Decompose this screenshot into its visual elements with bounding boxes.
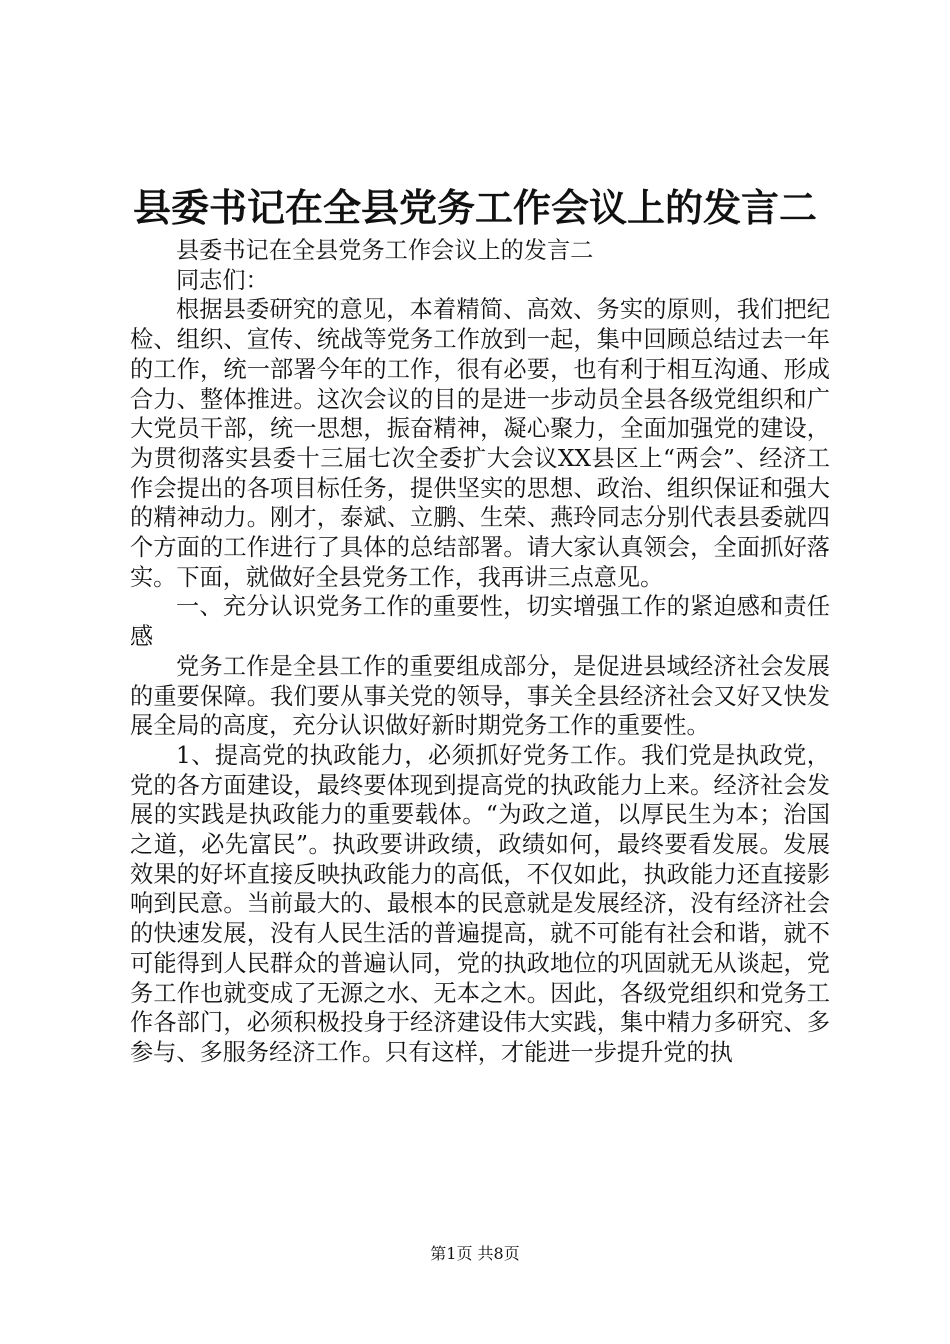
page-number: 第1页 共8页 — [430, 1244, 520, 1263]
section-heading: 一、充分认识党务工作的重要性，切实增强工作的紧迫感和责任感 — [130, 593, 830, 651]
body-paragraph: 1、提高党的执政能力，必须抓好党务工作。我们党是执政党，党的各方面建设，最终要体现到提高党的执政能力上来。经济社会发展的实践是执政能力的重要载体。“为政之道，以厚民生为本；治国之道，必先富民”。执政要讲政绩，政绩如何，最终要看发展。发展效果的好坏直接反映执政能力的高低，不仅如此，执政能力还直接影响到民意。当前最大的、最根本的民意就是发展经济，没有经济社会的快速发展，没有人民生活的普遍提高，就不可能有社会和谐，就不可能得到人民群众的普遍认同，党的执政地位的巩固就无从谈起，党务工作也就变成了无源之水、无本之木。因此，各级党组织和党务工作各部门，必须积极投身于经济建设伟大实践，集中精力多研究、多参与、多服务经济工作。只有这样，才能进一步提升党的执 — [130, 741, 830, 1066]
document-title: 县委书记在全县党务工作会议上的发言二 — [132, 185, 817, 230]
body-paragraph: 党务工作是全县工作的重要组成部分，是促进县域经济社会发展的重要保障。我们要从事关党的领导，事关全县经济社会又好又快发展全局的高度，充分认识做好新时期党务工作的重要性。 — [130, 652, 830, 740]
subtitle-paragraph: 县委书记在全县党务工作会议上的发言二 — [176, 237, 594, 264]
salutation-paragraph: 同志们： — [176, 266, 269, 294]
document-body — [130, 236, 830, 1068]
body-paragraph: 根据县委研究的意见，本着精简、高效、务实的原则，我们把纪检、组织、宣传、统战等党务工作放到一起，集中回顾总结过去一年的工作，统一部署今年的工作，很有必要，也有利于相互沟通、形成合力、整体推进。这次会议的目的是进一步动员全县各级党组织和广大党员干部，统一思想，振奋精神，凝心聚力，全面加强党的建设，为贯彻落实县委十三届七次全委扩大会议XX县区上“两会”、经济工作会提出的各项目标任务，提供坚实的思想、政治、组织保证和强大的精神动力。刚才，泰斌、立鹏、生荣、燕玲同志分别代表县委就四个方面的工作进行了具体的总结部署。请大家认真领会，全面抓好落实。下面，就做好全县党务工作，我再讲三点意见。 — [130, 296, 830, 591]
